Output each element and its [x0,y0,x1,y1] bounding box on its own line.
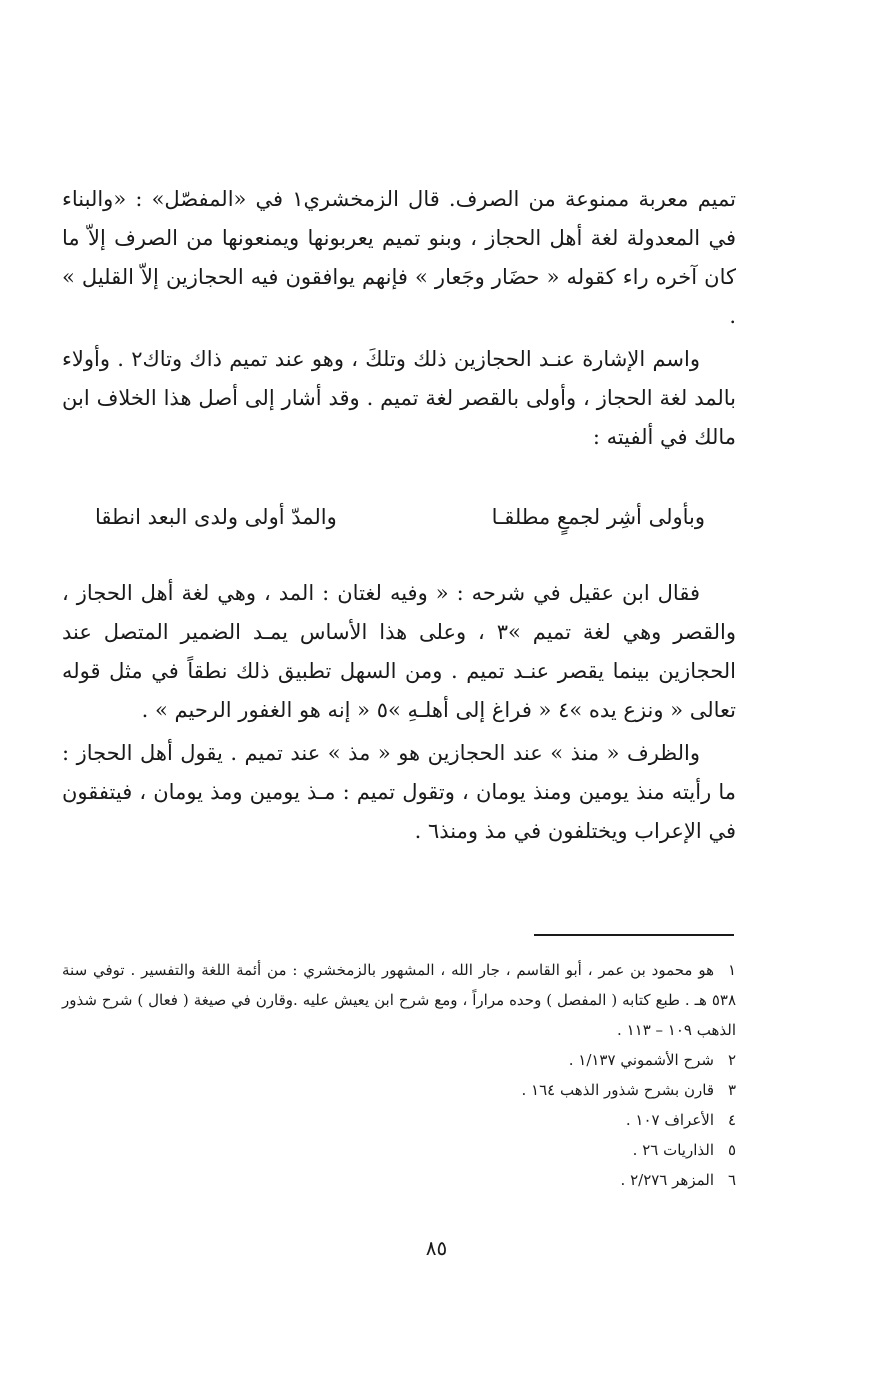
footnote-number: ٢ [727,1051,736,1069]
footnote-number: ٦ [727,1171,736,1189]
verse-line [95,505,705,545]
footnote-number: ١ [727,961,736,979]
verse-second-hemistich: والمدّ أولى ولدى البعد انطقا [95,505,337,529]
footnote-text: الذاريات ٢٦ . [632,1141,714,1159]
page-number: ٨٥ [425,1236,448,1260]
verse-first-hemistich: وبأولى أشِر لجمعٍ مطلقـا [491,505,705,529]
main-text-continued [62,574,736,855]
footnote-text: هو محمود بن عمر ، أبو القاسم ، جار الله ، المشهور بالزمخشري : من أئمة اللغة والتفسير . توفي سنة ٥٣٨ هـ . طبع كتابه ( المفصل ) وحده مراراً ، ومع شرح ابن يعيش عليه .وقارن في صيغة ( فعال ) شرح شذور الذهب ١٠٩ – ١١٣ . [62,961,736,1039]
footnote-separator [534,934,734,936]
footnote-1 [62,955,736,1045]
paragraph-3: فقال ابن عقيل في شرحه : « وفيه لغتان : المد ، وهي لغة أهل الحجاز ، والقصر وهي لغة تميم »٣ ، وعلى هذا الأساس يمـد الضمير المتصل عند الحجازين بينما يقصر عنـد تميم . ومن السهل تطبيق ذلك نطقاً في مثل قوله تعالى « ونزع يده »٤ « فراغ إلى أهلـهِ »٥ « إنه هو الغفور الرحيم » . [62,581,736,722]
paragraph-4: والظرف « منذ » عند الحجازين هو « مذ » عند تميم . يقول أهل الحجاز : ما رأيته منذ يومين ومنذ يومان ، وتقول تميم : مـذ يومين ومذ يومان ، فيتفقون في الإعراب ويختلفون في مذ ومنذ٦ . [62,741,736,843]
footnote-5 [62,1135,736,1165]
footnote-3 [62,1075,736,1105]
footnote-text: المزهر ٢/٢٧٦ . [620,1171,714,1189]
footnote-6 [62,1165,736,1195]
main-text [62,180,736,461]
footnote-text: الأعراف ١٠٧ . [625,1111,714,1129]
footnote-4 [62,1105,736,1135]
footnote-2 [62,1045,736,1075]
footnote-number: ٣ [727,1081,736,1099]
paragraph-2: واسم الإشارة عنـد الحجازين ذلك وتلكَ ، وهو عند تميم ذاك وتاك٢ . وأولاء بالمد لغة الحجاز ، وأولى بالقصر لغة تميم . وقد أشار إلى أصل هذا الخلاف ابن مالك في ألفيته : [62,347,736,449]
footnote-text: شرح الأشموني ١/١٣٧ . [568,1051,714,1069]
footnote-number: ٥ [727,1141,736,1159]
footnotes [62,955,736,1195]
footnote-text: قارن بشرح شذور الذهب ١٦٤ . [521,1081,714,1099]
footnote-number: ٤ [727,1111,736,1129]
paragraph-1: تميم معربة ممنوعة من الصرف. قال الزمخشري١ في «المفصّل» : «والبناء في المعدولة لغة أهل الحجاز ، وبنو تميم يعربونها ويمنعونها من الصرف إلاّ ما كان آخره راء كقوله « حضَار وجَعار » فإنهم يوافقون فيه الحجازين إلاّ القليل » . [62,187,736,328]
